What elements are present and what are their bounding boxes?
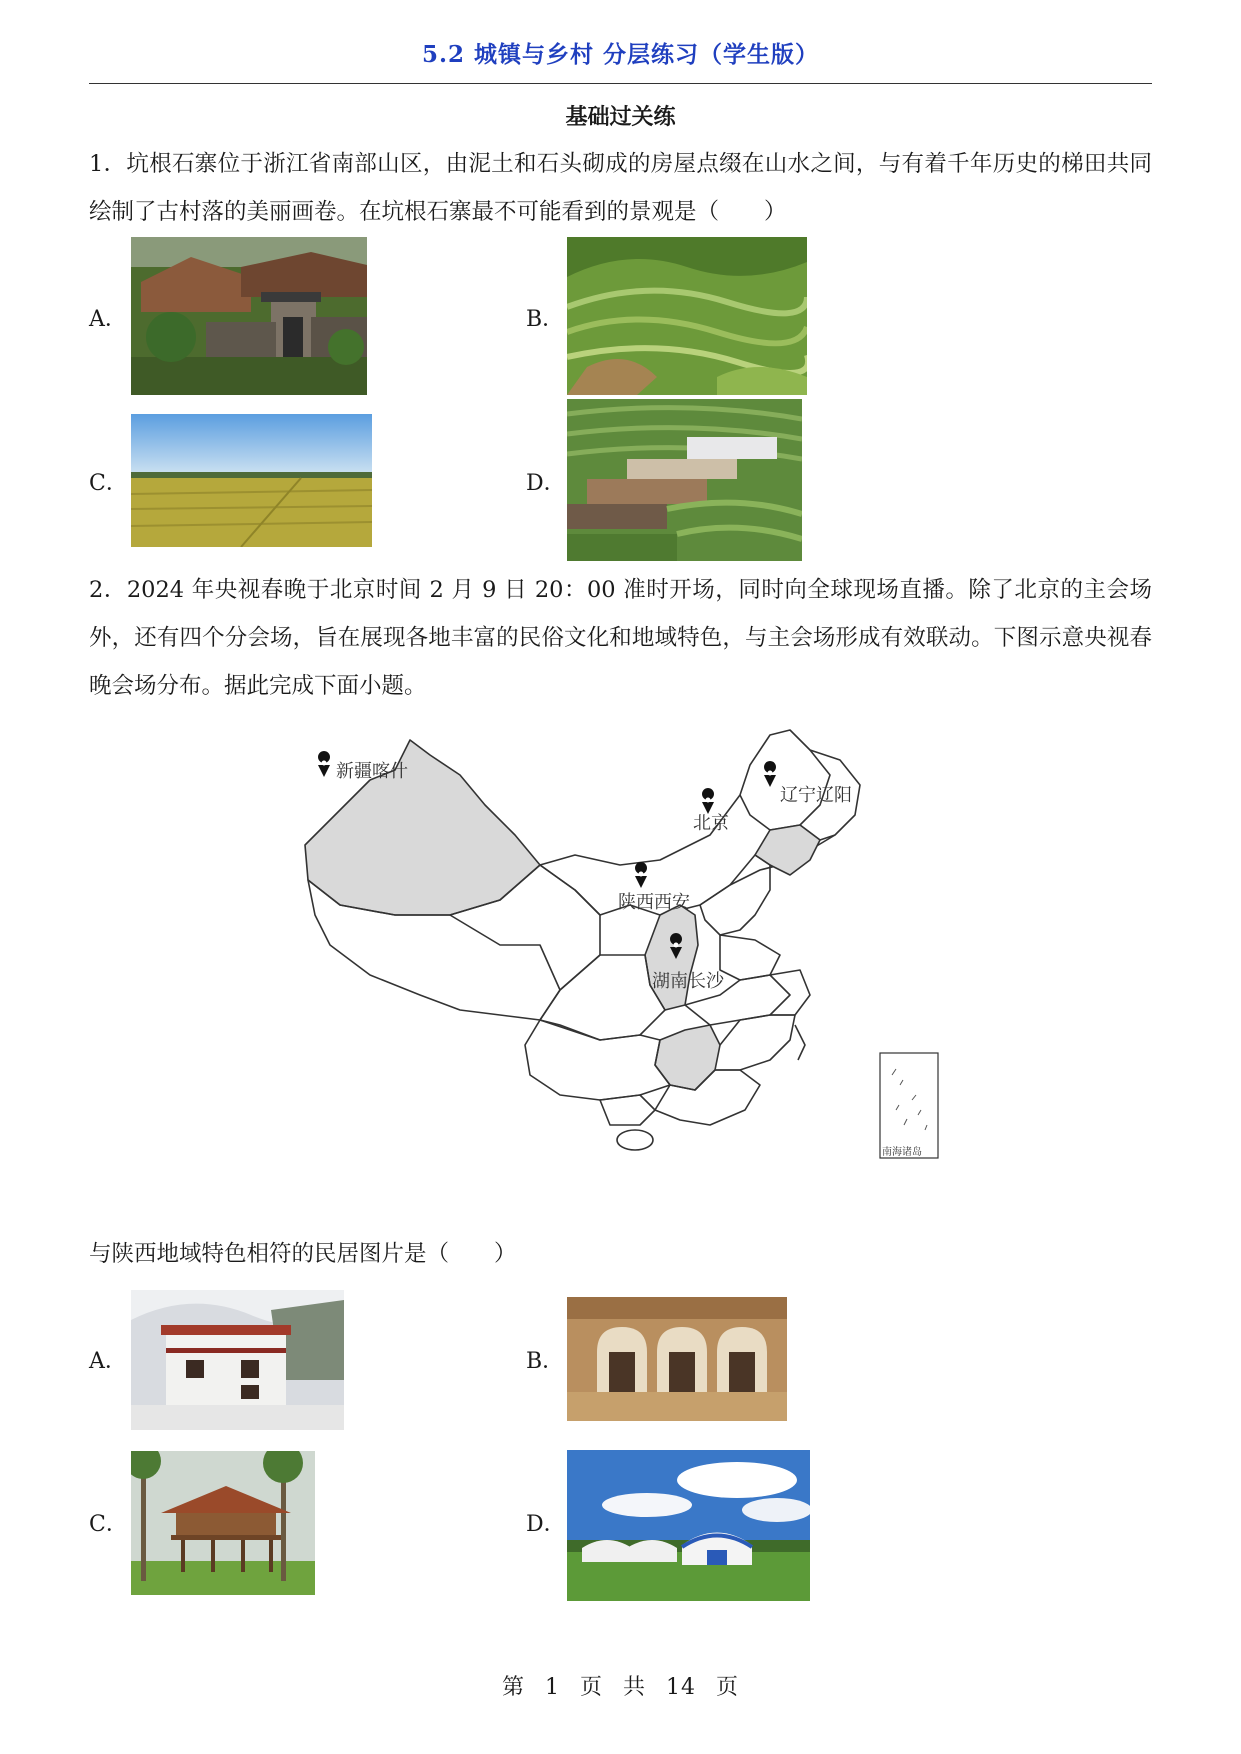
q2-option-d-image xyxy=(567,1450,810,1601)
q1-option-a-image xyxy=(131,237,367,395)
q1-option-c-image xyxy=(131,414,372,547)
shaanxi-region xyxy=(645,905,698,1010)
liaoning-region xyxy=(755,825,820,875)
footer-di: 第 xyxy=(501,1675,525,1700)
q1-option-d-label: D． xyxy=(526,471,566,496)
q1-option-b-image xyxy=(567,237,807,395)
map-label-shaanxi: 陕西西安 xyxy=(618,892,690,913)
hunan-region xyxy=(655,1025,720,1090)
map-label-south-sea: 南海诸岛 xyxy=(882,1147,922,1158)
page-footer xyxy=(0,1670,1241,1701)
q1-option-b-label: B． xyxy=(526,307,565,332)
footer-page-number: 1 xyxy=(544,1675,560,1700)
header-divider xyxy=(89,83,1152,84)
q2-option-d-label: D． xyxy=(526,1512,566,1537)
q2-option-a-image xyxy=(131,1290,344,1430)
footer-gong: 共 xyxy=(623,1675,647,1700)
q1-option-d-image xyxy=(567,399,802,561)
q2-option-a-label: A． xyxy=(89,1349,127,1374)
q2-option-b-label: B． xyxy=(526,1349,565,1374)
map-label-beijing: 北京 xyxy=(693,813,729,834)
map-label-xinjiang: 新疆喀什 xyxy=(336,761,408,782)
map-label-liaoning: 辽宁辽阳 xyxy=(780,785,852,806)
q2-option-c-image xyxy=(131,1451,315,1595)
q1-option-c-label: C． xyxy=(89,471,128,496)
footer-total-pages: 14 xyxy=(666,1675,697,1700)
map-label-hunan: 湖南长沙 xyxy=(652,971,724,992)
footer-ye-1: 页 xyxy=(579,1675,603,1700)
footer-ye-2: 页 xyxy=(716,1675,740,1700)
q1-option-a-label: A． xyxy=(89,307,127,332)
q2-option-c-label: C． xyxy=(89,1512,128,1537)
china-venue-map xyxy=(300,715,940,1215)
question-1-text: 1．坑根石寨位于浙江省南部山区，由泥土和石头砌成的房屋点缀在山水之间，与有着千年历史的梯田共同绘制了古村落的美丽画卷。在坑根石寨最不可能看到的景观是（ ） xyxy=(89,151,1152,225)
section-title: 基础过关练 xyxy=(565,104,676,130)
q2-option-b-image xyxy=(567,1297,787,1421)
question-2-text: 2．2024 年央视春晚于北京时间 2 月 9 日 20：00 准时开场，同时向全球现场直播。除了北京的主会场外，还有四个分会场，旨在展现各地丰富的民俗文化和地域特色，与主会场形成有效联动。下图示意央视春晚会场分布。据此完成下面小题。 xyxy=(89,577,1152,699)
page-header-title: 5.2 城镇与乡村 分层练习（学生版） xyxy=(421,41,820,68)
question-2-subquestion: 与陕西地域特色相符的民居图片是（ ） xyxy=(89,1241,517,1267)
